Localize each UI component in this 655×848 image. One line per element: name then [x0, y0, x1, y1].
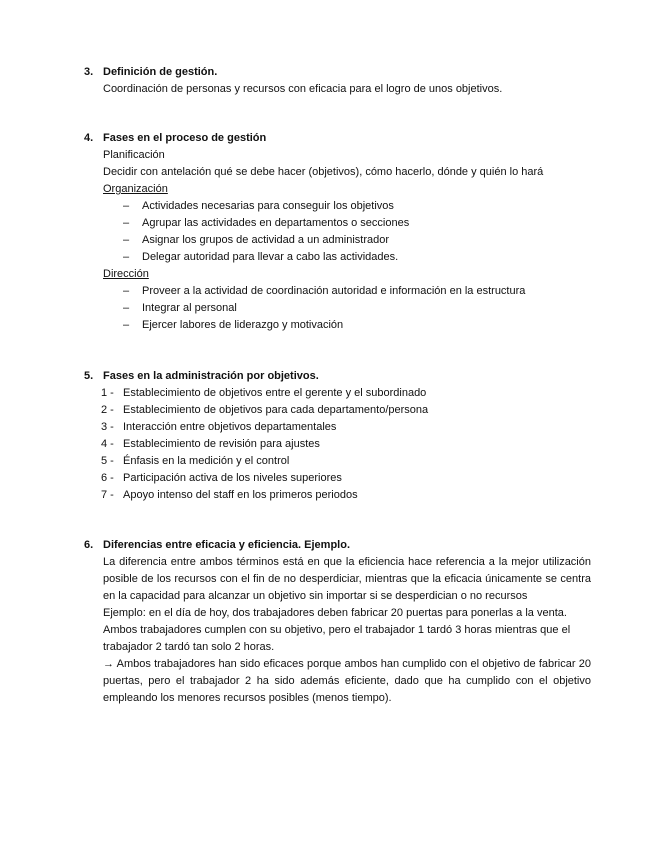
definition-text: Coordinación de personas y recursos con eficacia para el logro de unos objetivos.	[103, 83, 503, 95]
organizacion-list	[103, 198, 594, 266]
list-item-text: Asignar los grupos de actividad a un administrador	[142, 234, 390, 246]
list-item	[103, 300, 594, 317]
list-item-text: Establecimiento de revisión para ajustes	[123, 438, 320, 450]
list-item	[101, 470, 594, 487]
dash-bullet: –	[123, 251, 130, 263]
item-number: 6 -	[101, 472, 114, 484]
list-item	[103, 249, 594, 266]
list-item	[101, 402, 594, 419]
dash-bullet: –	[123, 234, 130, 246]
list-item	[103, 215, 594, 232]
section-heading	[84, 64, 594, 81]
section-6	[84, 537, 594, 707]
list-item-text: Énfasis en la medición y el control	[123, 455, 290, 467]
organizacion-label: Organización	[103, 183, 168, 195]
dash-bullet: –	[123, 302, 130, 314]
planificacion-text: Decidir con antelación qué se debe hacer (objetivos), cómo hacerlo, dónde y quién lo hará	[103, 166, 544, 178]
section-title: Definición de gestión.	[103, 66, 218, 78]
list-item-text: Establecimiento de objetivos entre el gerente y el subordinado	[123, 387, 427, 399]
item-number: 4 -	[101, 438, 114, 450]
list-item-text: Interacción entre objetivos departamentales	[123, 421, 337, 433]
list-item-text: Agrupar las actividades en departamentos o secciones	[142, 217, 410, 229]
list-item-text: Apoyo intenso del staff en los primeros periodos	[123, 489, 358, 501]
conclusion-paragraph: → Ambos trabajadores han sido eficaces porque ambos han cumplido con el objetivo de fabricar 20 puertas, pero el trabajador 2 ha sido además eficiente, dado que ha cumplido con el objetivo empleando los menores recursos posibles (menos tiempo).	[103, 658, 591, 704]
section-title: Fases en el proceso de gestión	[103, 132, 267, 144]
list-item	[101, 419, 594, 436]
list-item	[101, 385, 594, 402]
list-item	[103, 283, 594, 300]
section-heading	[84, 130, 594, 147]
item-number: 2 -	[101, 404, 114, 416]
list-item-text: Delegar autoridad para llevar a cabo las actividades.	[142, 251, 399, 263]
list-item	[103, 198, 594, 215]
dash-bullet: –	[123, 285, 130, 297]
list-item	[103, 317, 594, 334]
difference-paragraph: La diferencia entre ambos términos está en que la eficiencia hace referencia a la mejor utilización posible de los recursos con el fin de no desperdiciar, mientras que la eficacia únicamente se centra en la capacidad para alcanzar un objetivo sin importar si se desperdician o no recursos	[103, 556, 591, 602]
direccion-label: Dirección	[103, 268, 149, 280]
section-number: 4.	[84, 132, 94, 144]
section-number: 5.	[84, 370, 94, 382]
dash-bullet: –	[123, 200, 130, 212]
section-4	[84, 130, 594, 334]
section-heading	[84, 537, 594, 554]
planificacion-label: Planificación	[103, 149, 165, 161]
item-number: 5 -	[101, 455, 114, 467]
list-item	[103, 232, 594, 249]
item-number: 7 -	[101, 489, 114, 501]
list-item	[101, 453, 594, 470]
direccion-list	[103, 283, 594, 334]
section-title: Diferencias entre eficacia y eficiencia. Ejemplo.	[103, 539, 351, 551]
list-item	[101, 487, 594, 504]
list-item	[101, 436, 594, 453]
dash-bullet: –	[123, 319, 130, 331]
example-paragraph: Ejemplo: en el día de hoy, dos trabajadores deben fabricar 20 puertas para ponerlas a la venta. Ambos trabajadores cumplen con su objetivo, pero el trabajador 1 tardó 3 horas mientras que el trabajador 2 tardó tan solo 2 horas.	[103, 607, 571, 653]
list-item-text: Actividades necesarias para conseguir los objetivos	[142, 200, 394, 212]
list-item-text: Integrar al personal	[142, 302, 237, 314]
item-number: 1 -	[101, 387, 114, 399]
list-item-text: Ejercer labores de liderazgo y motivación	[142, 319, 344, 331]
section-3	[84, 64, 594, 98]
objectives-list	[84, 385, 594, 504]
item-number: 3 -	[101, 421, 114, 433]
section-heading	[84, 368, 594, 385]
section-number: 3.	[84, 66, 94, 78]
dash-bullet: –	[123, 217, 130, 229]
section-title: Fases en la administración por objetivos.	[103, 370, 319, 382]
list-item-text: Establecimiento de objetivos para cada departamento/persona	[123, 404, 429, 416]
list-item-text: Proveer a la actividad de coordinación autoridad e información en la estructura	[142, 285, 526, 297]
section-5	[84, 368, 594, 504]
section-number: 6.	[84, 539, 94, 551]
list-item-text: Participación activa de los niveles superiores	[123, 472, 342, 484]
